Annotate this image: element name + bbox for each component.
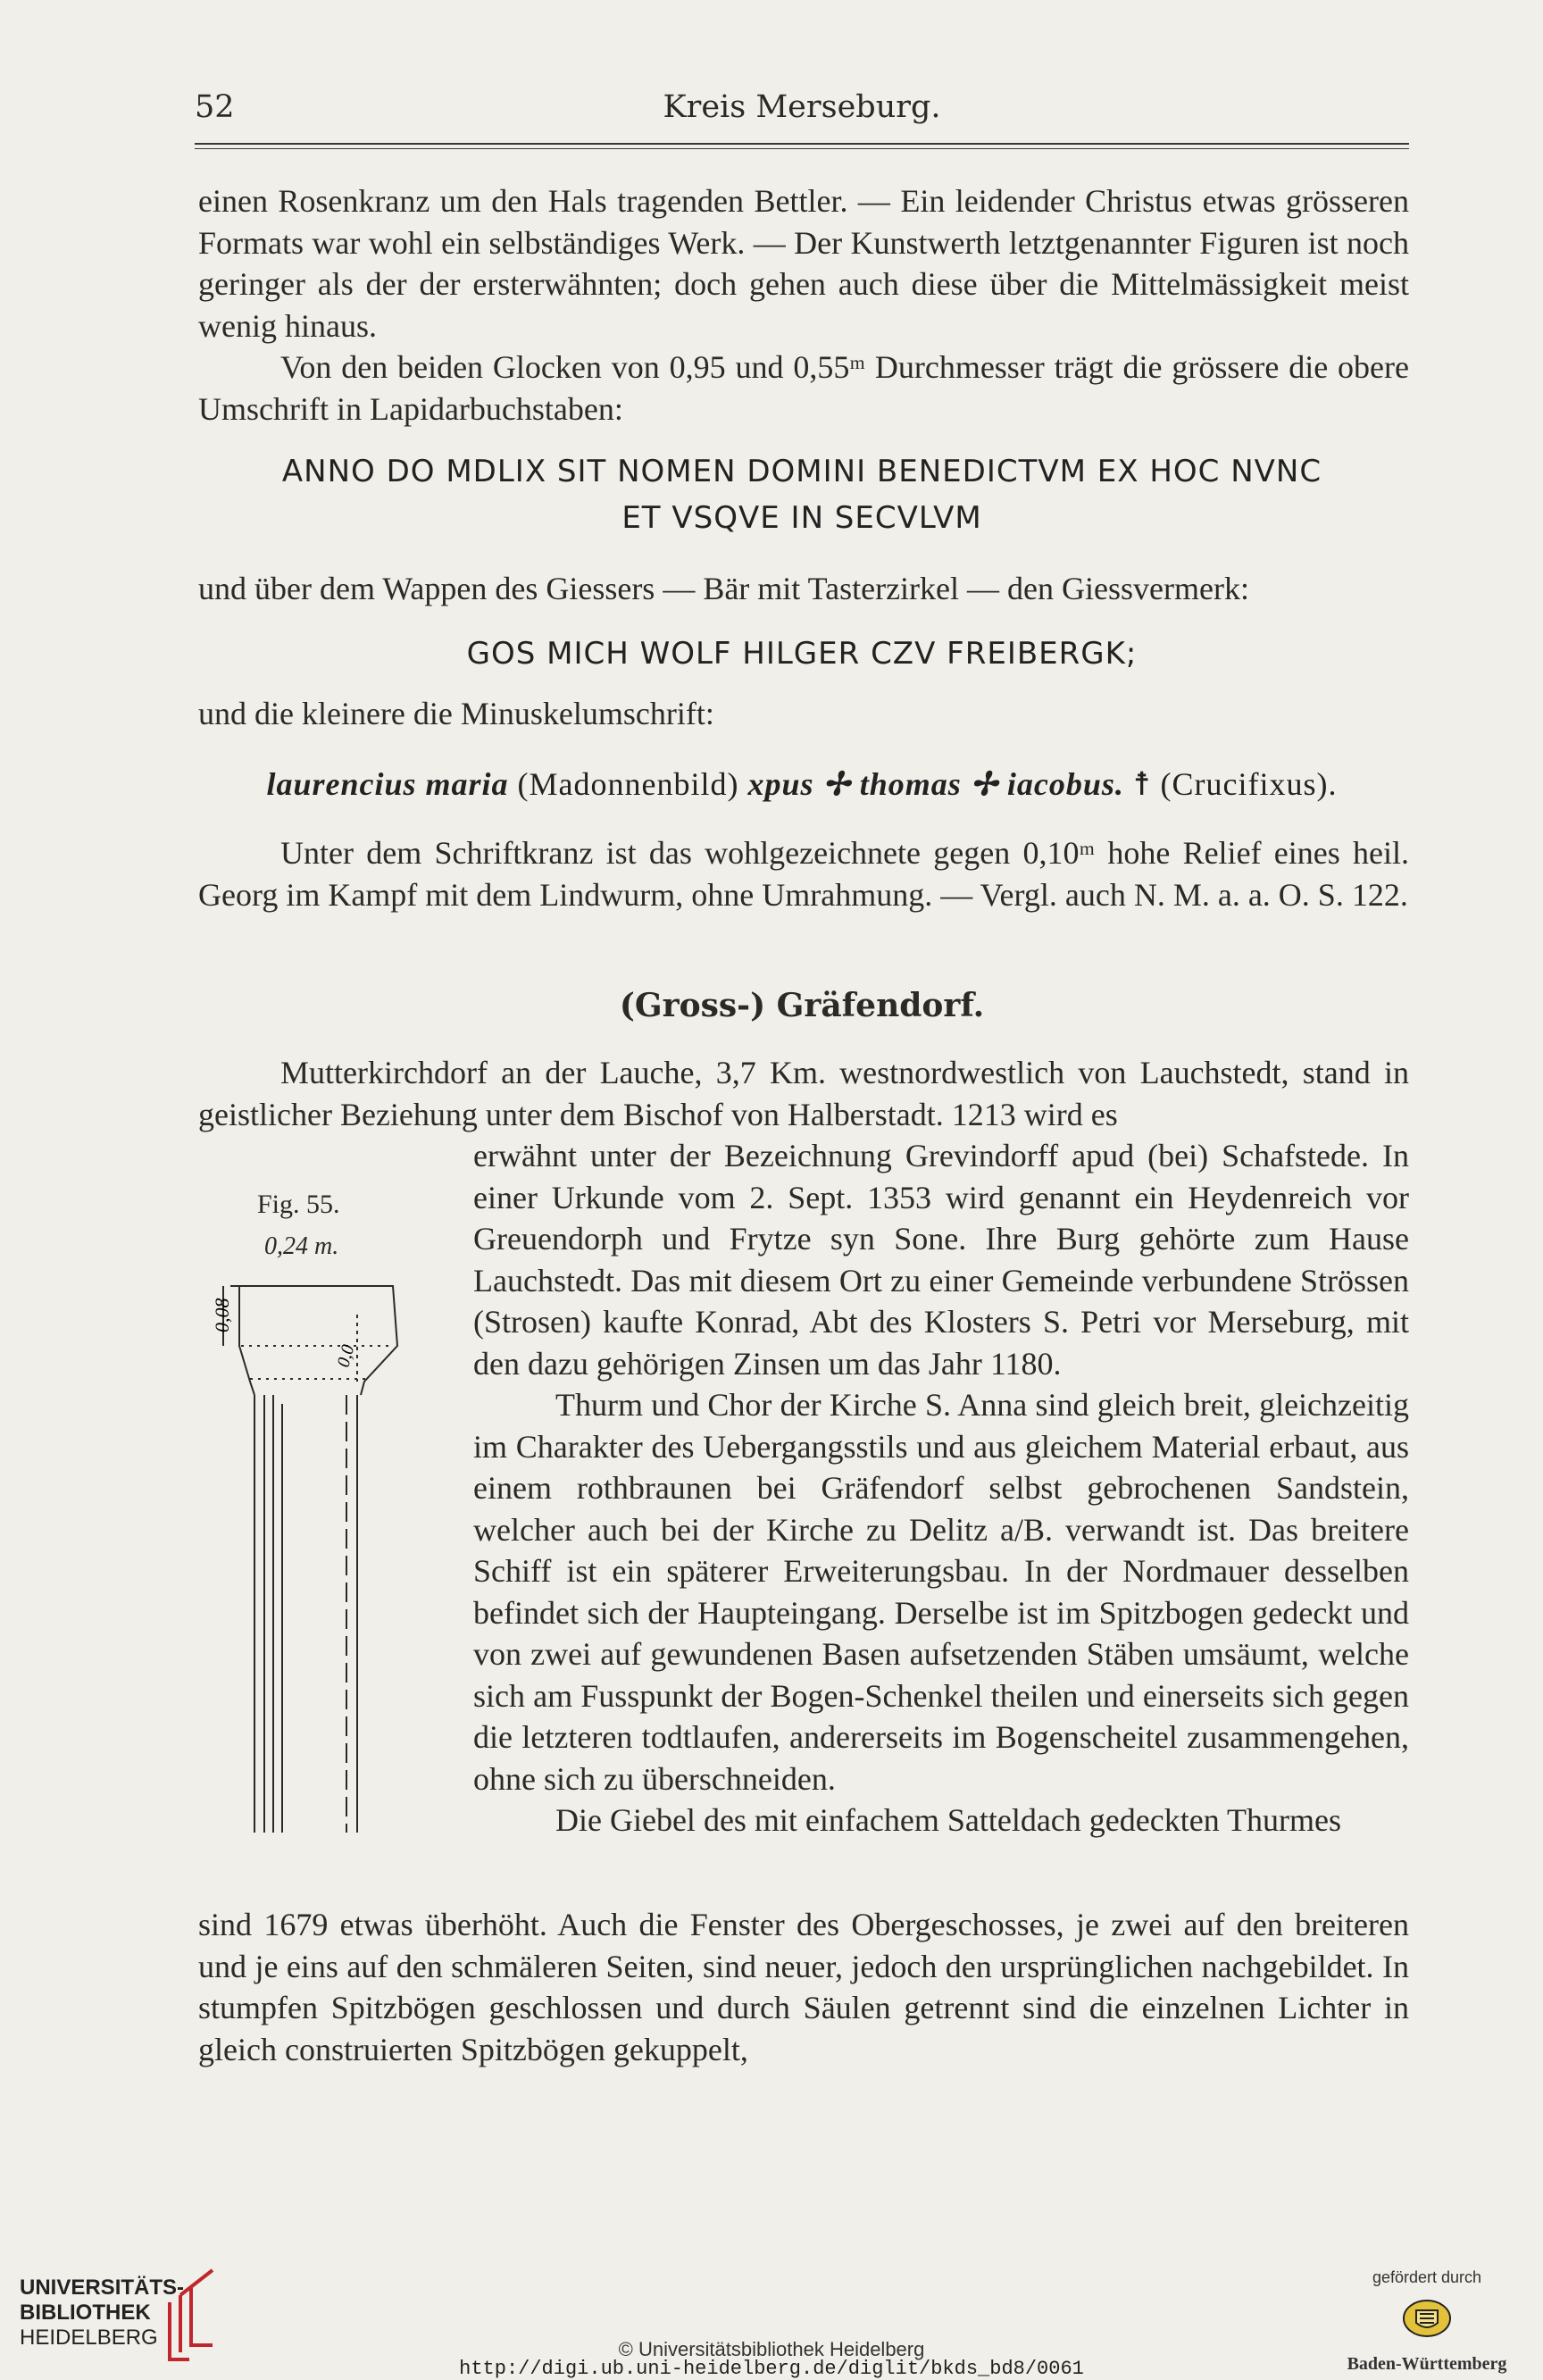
section-heading: (Gross-) Gräfendorf. — [619, 987, 985, 1024]
figure-dimension: 0,0 — [333, 1342, 359, 1370]
sponsor-block — [1338, 2268, 1516, 2375]
text-block-wrapped — [473, 1135, 1409, 1841]
header-rule-bottom — [195, 148, 1409, 149]
permalink-url[interactable]: http://digi.ub.uni-heidelberg.de/diglit/bkds_bd8/0061 — [459, 2358, 1084, 2380]
paragraph: Die Giebel des mit einfachem Satteldach gedeckten Thurmes — [555, 1802, 1342, 1838]
running-title: Kreis Merseburg. — [663, 89, 941, 125]
cross-icon: ☨ — [1132, 766, 1152, 802]
paragraph: einen Rosenkranz um den Hals tragenden Bettler. — Ein leidender Christus etwas grösseren Formats war wohl ein selbständiges Werk. — Der Kunstwerth letztgenannter Figuren ist noch geringer als der der ersterwähnten; doch gehen auch diese über die Mittelmässigkeit meist wenig hinaus. — [198, 183, 1409, 344]
text-block-2 — [198, 568, 1409, 610]
text-block-6 — [198, 1904, 1409, 2070]
column-base-drawing — [211, 1190, 420, 1841]
page-header — [195, 89, 1409, 139]
text-block-1 — [198, 180, 1409, 430]
capital-outline — [230, 1286, 397, 1395]
library-name-line: BIBLIOTHEK — [20, 2301, 151, 2325]
text-block-3 — [198, 693, 1409, 735]
bell-inscription-2 — [195, 630, 1409, 677]
paragraph: und über dem Wappen des Giessers — Bär mit Tasterzirkel — den Giessvermerk: — [198, 571, 1249, 606]
coat-of-arms-icon — [1400, 2298, 1454, 2339]
copyright-notice: © Universitätsbibliothek Heidelberg — [618, 2338, 925, 2360]
page-number: 52 — [195, 89, 235, 125]
inscription-line: ANNO DO MDLIX SIT NOMEN DOMINI BENEDICTVM EX HOC NVNC — [281, 454, 1322, 489]
library-name-line: HEIDELBERG — [20, 2326, 158, 2350]
blackletter-text: xpus ✢ thomas ✢ iacobus. — [747, 766, 1124, 802]
figure-dimension: 0,08 — [211, 1298, 233, 1332]
inscription-note: (Madonnenbild) — [517, 766, 739, 802]
header-rule-top — [195, 143, 1409, 145]
inscription-line: ET VSQVE IN SECVLVM — [621, 500, 982, 536]
library-name-line: UNIVERSITÄTS- — [20, 2276, 185, 2300]
paragraph: Thurm und Chor der Kirche S. Anna sind gleich breit, gleichzeitig im Charakter des Uebergangsstils und aus gleichem Material erbaut, aus einem rothbraunen bei Gräfendorf selbst gebrochenen Sandstein, welcher auch bei der Kirche zu Delitz a/B. verwandt ist. Das breitere Schiff ist ein späterer Erweiterungsbau. In der Nordmauer desselben befindet sich der Haupteingang. Derselbe ist im Spitzbogen gedeckt und von zwei auf gewundenen Basen aufsetzenden Stäben umsäumt, welche sich am Fusspunkt der Bogen-Schenkel theilen und einerseits sich gegen die letzteren todtlaufen, andererseits im Bogenscheitel zusammengehen, ohne sich zu überschneiden. — [473, 1387, 1409, 1797]
paragraph: Unter dem Schriftkranz ist das wohlgezeichnete gegen 0,10ᵐ hohe Relief eines heil. Georg im Kampf mit dem Lindwurm, ohne Umrahmung. — Vergl. auch N. M. a. a. O. S. 122. — [198, 835, 1409, 913]
sponsor-label: gefördert durch — [1372, 2268, 1482, 2286]
figure-caption: Fig. 55. — [257, 1190, 340, 1219]
text-block-4 — [198, 832, 1409, 915]
bell-inscription-1 — [195, 448, 1409, 541]
inscription-line: GOS MICH WOLF HILGER CZV FREIBERGK; — [466, 636, 1138, 672]
bell-inscription-3 — [195, 761, 1409, 807]
figure-55 — [211, 1190, 420, 1841]
paragraph: Mutterkirchdorf an der Lauche, 3,7 Km. westnordwestlich von Lauchstedt, stand in geistlicher Beziehung unter dem Bischof von Halberstadt. 1213 wird es — [198, 1055, 1409, 1132]
page-footer — [0, 2233, 1543, 2378]
figure-dimension: 0,24 m. — [264, 1232, 339, 1260]
paragraph: sind 1679 etwas überhöht. Auch die Fenster des Obergeschosses, je zwei auf den breiteren und je eins auf den schmäleren Seiten, sind neuer, jedoch den ursprünglichen nachgebildet. In stumpfen Spitzbögen geschlossen und durch Säulen getrennt sind die einzelnen Lichter in gleich construierten Spitzbögen gekuppelt, — [198, 1907, 1409, 2067]
blackletter-text: laurencius maria — [266, 766, 509, 802]
paragraph: erwähnt unter der Bezeichnung Grevindorff apud (bei) Schafstede. In einer Urkunde vom 2. Sept. 1353 wird genannt ein Heydenreich vor Greuendorph und Frytze syn Sone. Ihre Burg gehörte zum Hause Lauchstedt. Das mit diesem Ort zu einer Gemeinde verbundene Strössen (Strosen) kaufte Konrad, Abt des Klosters S. Petri vor Merseburg, mit den dazu gehörigen Zinsen um das Jahr 1180. — [473, 1138, 1409, 1382]
inscription-note: (Crucifixus). — [1160, 766, 1338, 802]
text-block-5 — [198, 1052, 1409, 1135]
sponsor-name: Baden-Württemberg — [1347, 2354, 1507, 2374]
paragraph: und die kleinere die Minuskelumschrift: — [198, 696, 714, 731]
paragraph: Von den beiden Glocken von 0,95 und 0,55ᵐ Durchmesser trägt die grössere die obere Umschrift in Lapidarbuchstaben: — [198, 349, 1409, 427]
